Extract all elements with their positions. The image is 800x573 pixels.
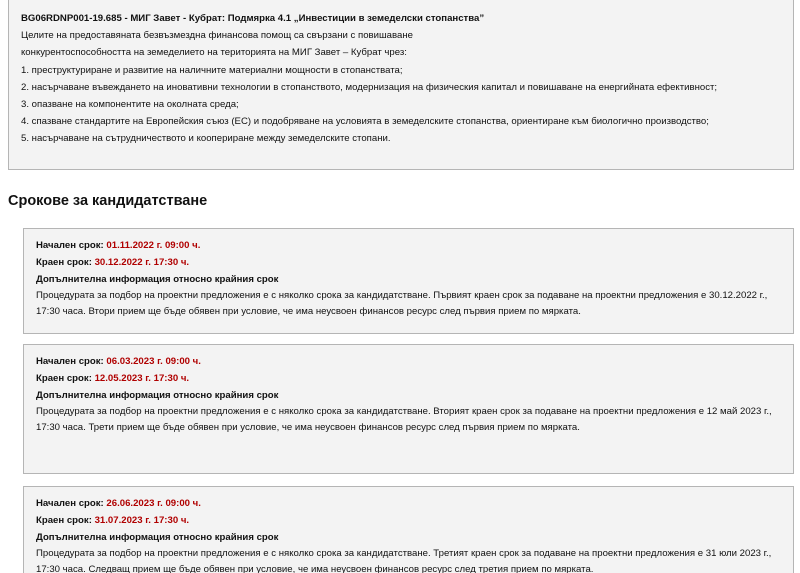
start-date-value: 26.06.2023 г. 09:00 ч. (106, 498, 201, 509)
additional-info-title: Допълнителна информация относно крайния срок (36, 390, 279, 401)
measure-goal-item: 3. опазване на компонентите на околната среда; (21, 99, 239, 111)
start-date-label: Начален срок: (36, 498, 104, 509)
measure-intro-line: конкурентоспособността на земеделието на територията на МИГ Завет – Кубрат чрез: (21, 47, 407, 59)
deadline-card (23, 344, 794, 474)
measure-goal-item: 2. насърчаване въвеждането на иновативни технологии в стопанството, модернизация на физическия капитал и повишаване на енергийната ефективност; (21, 81, 718, 93)
deadline-card (23, 228, 794, 334)
deadline-description: Процедурата за подбор на проектни предложения е с няколко срока за кандидатстване. Вторият краен срок за подаване на проектни предложения е 12 май 2023 г., 17:30 часа. Трети прием ще бъде обявен при условие, че има неусвоен финансов ресурс след първия прием по мярката. (36, 406, 772, 433)
end-date-value: 31.07.2023 г. 17:30 ч. (94, 515, 190, 526)
measure-description-box (8, 0, 794, 170)
measure-goal-item: 4. спазване стандартите на Европейския съюз (ЕС) и подобряване на условията в земеделските стопанства, ориентиране към биологично производство; (21, 116, 709, 128)
start-date-row (36, 495, 793, 512)
deadline-description: Процедурата за подбор на проектни предложения е с няколко срока за кандидатстване. Третият краен срок за подаване на проектни предложения е 31 юли 2023 г., 17:30 часа. Следващ прием ще бъде обявен при условие, че има неусвоен финансов ресурс след третия прием по мярката. (36, 548, 772, 573)
additional-info-title: Допълнителна информация относно крайния срок (36, 274, 279, 285)
end-date-row (36, 512, 793, 529)
deadlines-heading: Срокове за кандидатстване (8, 193, 208, 209)
start-date-row (36, 353, 793, 370)
start-date-label: Начален срок: (36, 356, 104, 367)
measure-title: BG06RDNP001-19.685 - МИГ Завет - Кубрат: Подмярка 4.1 „Инвестиции в земеделски стопанства” (21, 13, 485, 24)
start-date-row (36, 237, 793, 254)
measure-goal-item: 5. насърчаване на сътрудничеството и коопериране между земеделските стопани. (21, 133, 391, 145)
end-date-label: Краен срок: (36, 257, 92, 268)
end-date-label: Краен срок: (36, 515, 92, 526)
end-date-row (36, 370, 793, 387)
end-date-value: 12.05.2023 г. 17:30 ч. (94, 373, 190, 384)
start-date-value: 01.11.2022 г. 09:00 ч. (106, 240, 201, 251)
deadline-description: Процедурата за подбор на проектни предложения е с няколко срока за кандидатстване. Първият краен срок за подаване на проектни предложения е 30.12.2022 г., 17:30 часа. Втори прием ще бъде обявен при условие, че има неусвоен финансов ресурс след първия прием по мярката. (36, 290, 768, 317)
end-date-row (36, 254, 793, 271)
start-date-value: 06.03.2023 г. 09:00 ч. (106, 356, 201, 367)
additional-info-title: Допълнителна информация относно крайния срок (36, 532, 279, 543)
end-date-label: Краен срок: (36, 373, 92, 384)
measure-intro-line: Целите на предоставяната безвъзмездна финансова помощ са свързани с повишаване (21, 30, 413, 42)
deadline-card (23, 486, 794, 573)
measure-goal-item: 1. преструктуриране и развитие на наличните материални мощности в стопанствата; (21, 64, 403, 76)
end-date-value: 30.12.2022 г. 17:30 ч. (94, 257, 190, 268)
start-date-label: Начален срок: (36, 240, 104, 251)
